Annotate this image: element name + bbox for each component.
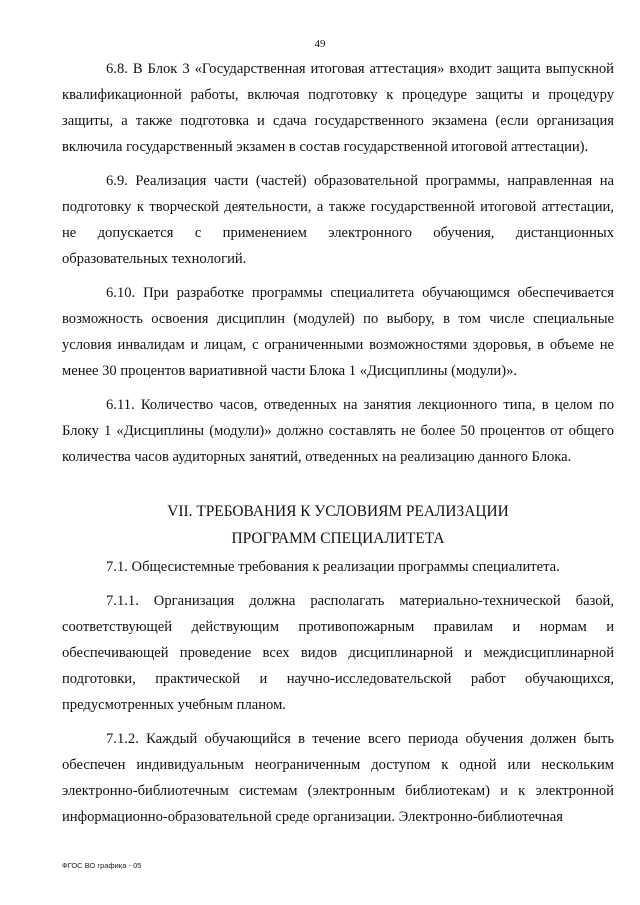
paragraph-7-1: 7.1. Общесистемные требования к реализации программы специалитета. (106, 559, 560, 575)
paragraph-6-8: 6.8. В Блок 3 «Государственная итоговая аттестация» входит защита выпускной квалификационной работы, включая подготовку к процедуре защиты и процедуру защиты, а также подготовка и сдача государственного экзамена (если организация включила государственный экзамен в состав государственной итоговой аттестации). (62, 61, 614, 155)
document-body (62, 56, 614, 838)
paragraph-6-9: 6.9. Реализация части (частей) образовательной программы, направленная на подготовку к творческой деятельности, а также государственной итоговой аттестации, не допускается с применением электронного обучения, дистанционных образовательных технологий. (62, 173, 614, 267)
section-heading-line-1: VII. ТРЕБОВАНИЯ К УСЛОВИЯМ РЕАЛИЗАЦИИ (167, 503, 509, 520)
paragraph-6-10: 6.10. При разработке программы специалитета обучающимся обеспечивается возможность освоения дисциплин (модулей) по выбору, в том числе специальные условия инвалидам и лицам, с ограниченными возможностями здоровья, в объеме не менее 30 процентов вариативной части Блока 1 «Дисциплины (модули)». (62, 285, 614, 379)
paragraph-7-1-2: 7.1.2. Каждый обучающийся в течение всего периода обучения должен быть обеспечен индивидуальным неограниченным доступом к одной или нескольким электронно-библиотечным системам (электронным библиотекам) и к электронной информационно-образовательной среде организации. Электронно-библиотечная (62, 731, 614, 825)
paragraph-7-1-1: 7.1.1. Организация должна располагать материально-технической базой, соответствующей действующим противопожарным правилам и нормам и обеспечивающей проведение всех видов дисциплинарной и междисциплинарной подготовки, практической и научно-исследовательской работ обучающихся, предусмотренных учебным планом. (62, 593, 614, 713)
page-number: 49 (314, 38, 326, 50)
section-heading-line-2: ПРОГРАММ СПЕЦИАЛИТЕТА (231, 530, 445, 547)
paragraph-6-11: 6.11. Количество часов, отведенных на занятия лекционного типа, в целом по Блоку 1 «Дисциплины (модули)» должно составлять не более 50 процентов от общего количества часов аудиторных занятий, отведенных на реализацию данного Блока. (62, 397, 614, 465)
section-heading (62, 498, 614, 552)
footer-note: ФГОС ВО графика - 05 (62, 861, 142, 870)
